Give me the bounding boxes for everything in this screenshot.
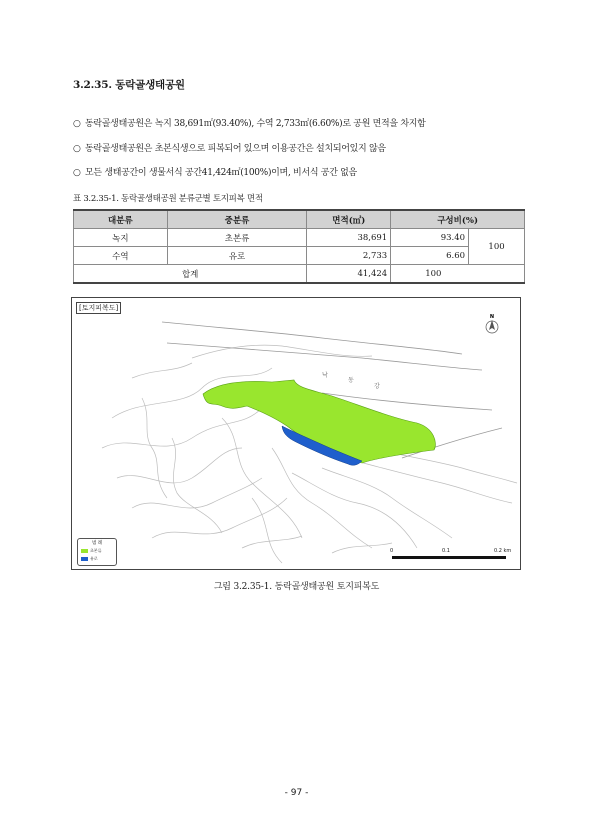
north-label: N xyxy=(489,314,495,320)
legend-label: 유로 xyxy=(90,556,98,561)
bullet-text: 동락골생태공원은 녹지 38,691㎡(93.40%), 수역 2,733㎡(6.60%)로 공원 면적을 차지함 xyxy=(85,119,426,129)
cell-major: 수역 xyxy=(74,247,168,265)
bullet-item xyxy=(73,116,426,129)
land-cover-table xyxy=(73,209,525,284)
table-row xyxy=(74,229,525,247)
header-area: 면적(㎡) xyxy=(307,210,391,229)
figure-caption: 그림 3.2.35-1. 동락골생태공원 토지피복도 xyxy=(213,582,380,592)
legend-item xyxy=(81,548,116,554)
table-header-row xyxy=(74,210,525,229)
river-char: 강 xyxy=(374,383,380,390)
bullet-mark: ○ xyxy=(73,168,81,178)
header-minor: 중분류 xyxy=(167,210,307,229)
river-char: 동 xyxy=(348,377,354,384)
bullet-mark: ○ xyxy=(73,119,81,129)
legend-item xyxy=(81,556,116,562)
map-canvas xyxy=(72,298,520,569)
cell-group-total: 100 xyxy=(469,229,525,265)
scale-mid: 0.1 xyxy=(442,548,450,554)
scale-bar xyxy=(390,548,512,568)
cell-minor: 초본류 xyxy=(167,229,307,247)
north-arrow-icon xyxy=(483,312,501,334)
river-char: 낙 xyxy=(322,372,328,379)
legend-swatch xyxy=(81,549,88,553)
cell-ratio: 6.60 xyxy=(391,247,469,265)
scale-end: 0.2 km xyxy=(494,548,512,554)
bullet-text: 동락골생태공원은 초본식생으로 피복되어 있으며 이용공간은 설치되어있지 않음 xyxy=(85,144,386,154)
scale-start: 0 xyxy=(390,548,394,554)
cell-ratio: 93.40 xyxy=(391,229,469,247)
legend-swatch xyxy=(81,557,88,561)
legend-label: 초본류 xyxy=(90,548,102,553)
cell-major: 녹지 xyxy=(74,229,168,247)
bullet-mark: ○ xyxy=(73,144,81,154)
bullet-text: 모든 생태공간이 생물서식 공간41,424㎡(100%)이며, 비서식 공간 없음 xyxy=(85,168,357,178)
contour-lines xyxy=(102,345,517,563)
land-cover-map xyxy=(71,297,521,570)
bullet-item xyxy=(73,141,386,154)
table-caption: 표 3.2.35-1. 동락골생태공원 분류군별 토지피복 면적 xyxy=(73,194,263,204)
section-title: 3.2.35. 동락골생태공원 xyxy=(73,79,185,91)
cell-area: 2,733 xyxy=(307,247,391,265)
map-title: [토지피복도] xyxy=(76,302,121,314)
header-ratio: 구성비(%) xyxy=(391,210,525,229)
total-label: 합계 xyxy=(74,265,307,284)
header-major: 대분류 xyxy=(74,210,168,229)
table-row xyxy=(74,247,525,265)
table-total-row xyxy=(74,265,525,284)
bullet-item xyxy=(73,165,357,178)
scale-segment xyxy=(450,556,506,559)
cell-minor: 유로 xyxy=(167,247,307,265)
scale-segment xyxy=(392,556,450,559)
page-number: - 97 - xyxy=(284,788,309,798)
total-ratio: 100 xyxy=(391,265,525,284)
total-area: 41,424 xyxy=(307,265,391,284)
legend-title: 범 례 xyxy=(91,541,103,546)
map-legend xyxy=(77,538,117,566)
cell-area: 38,691 xyxy=(307,229,391,247)
